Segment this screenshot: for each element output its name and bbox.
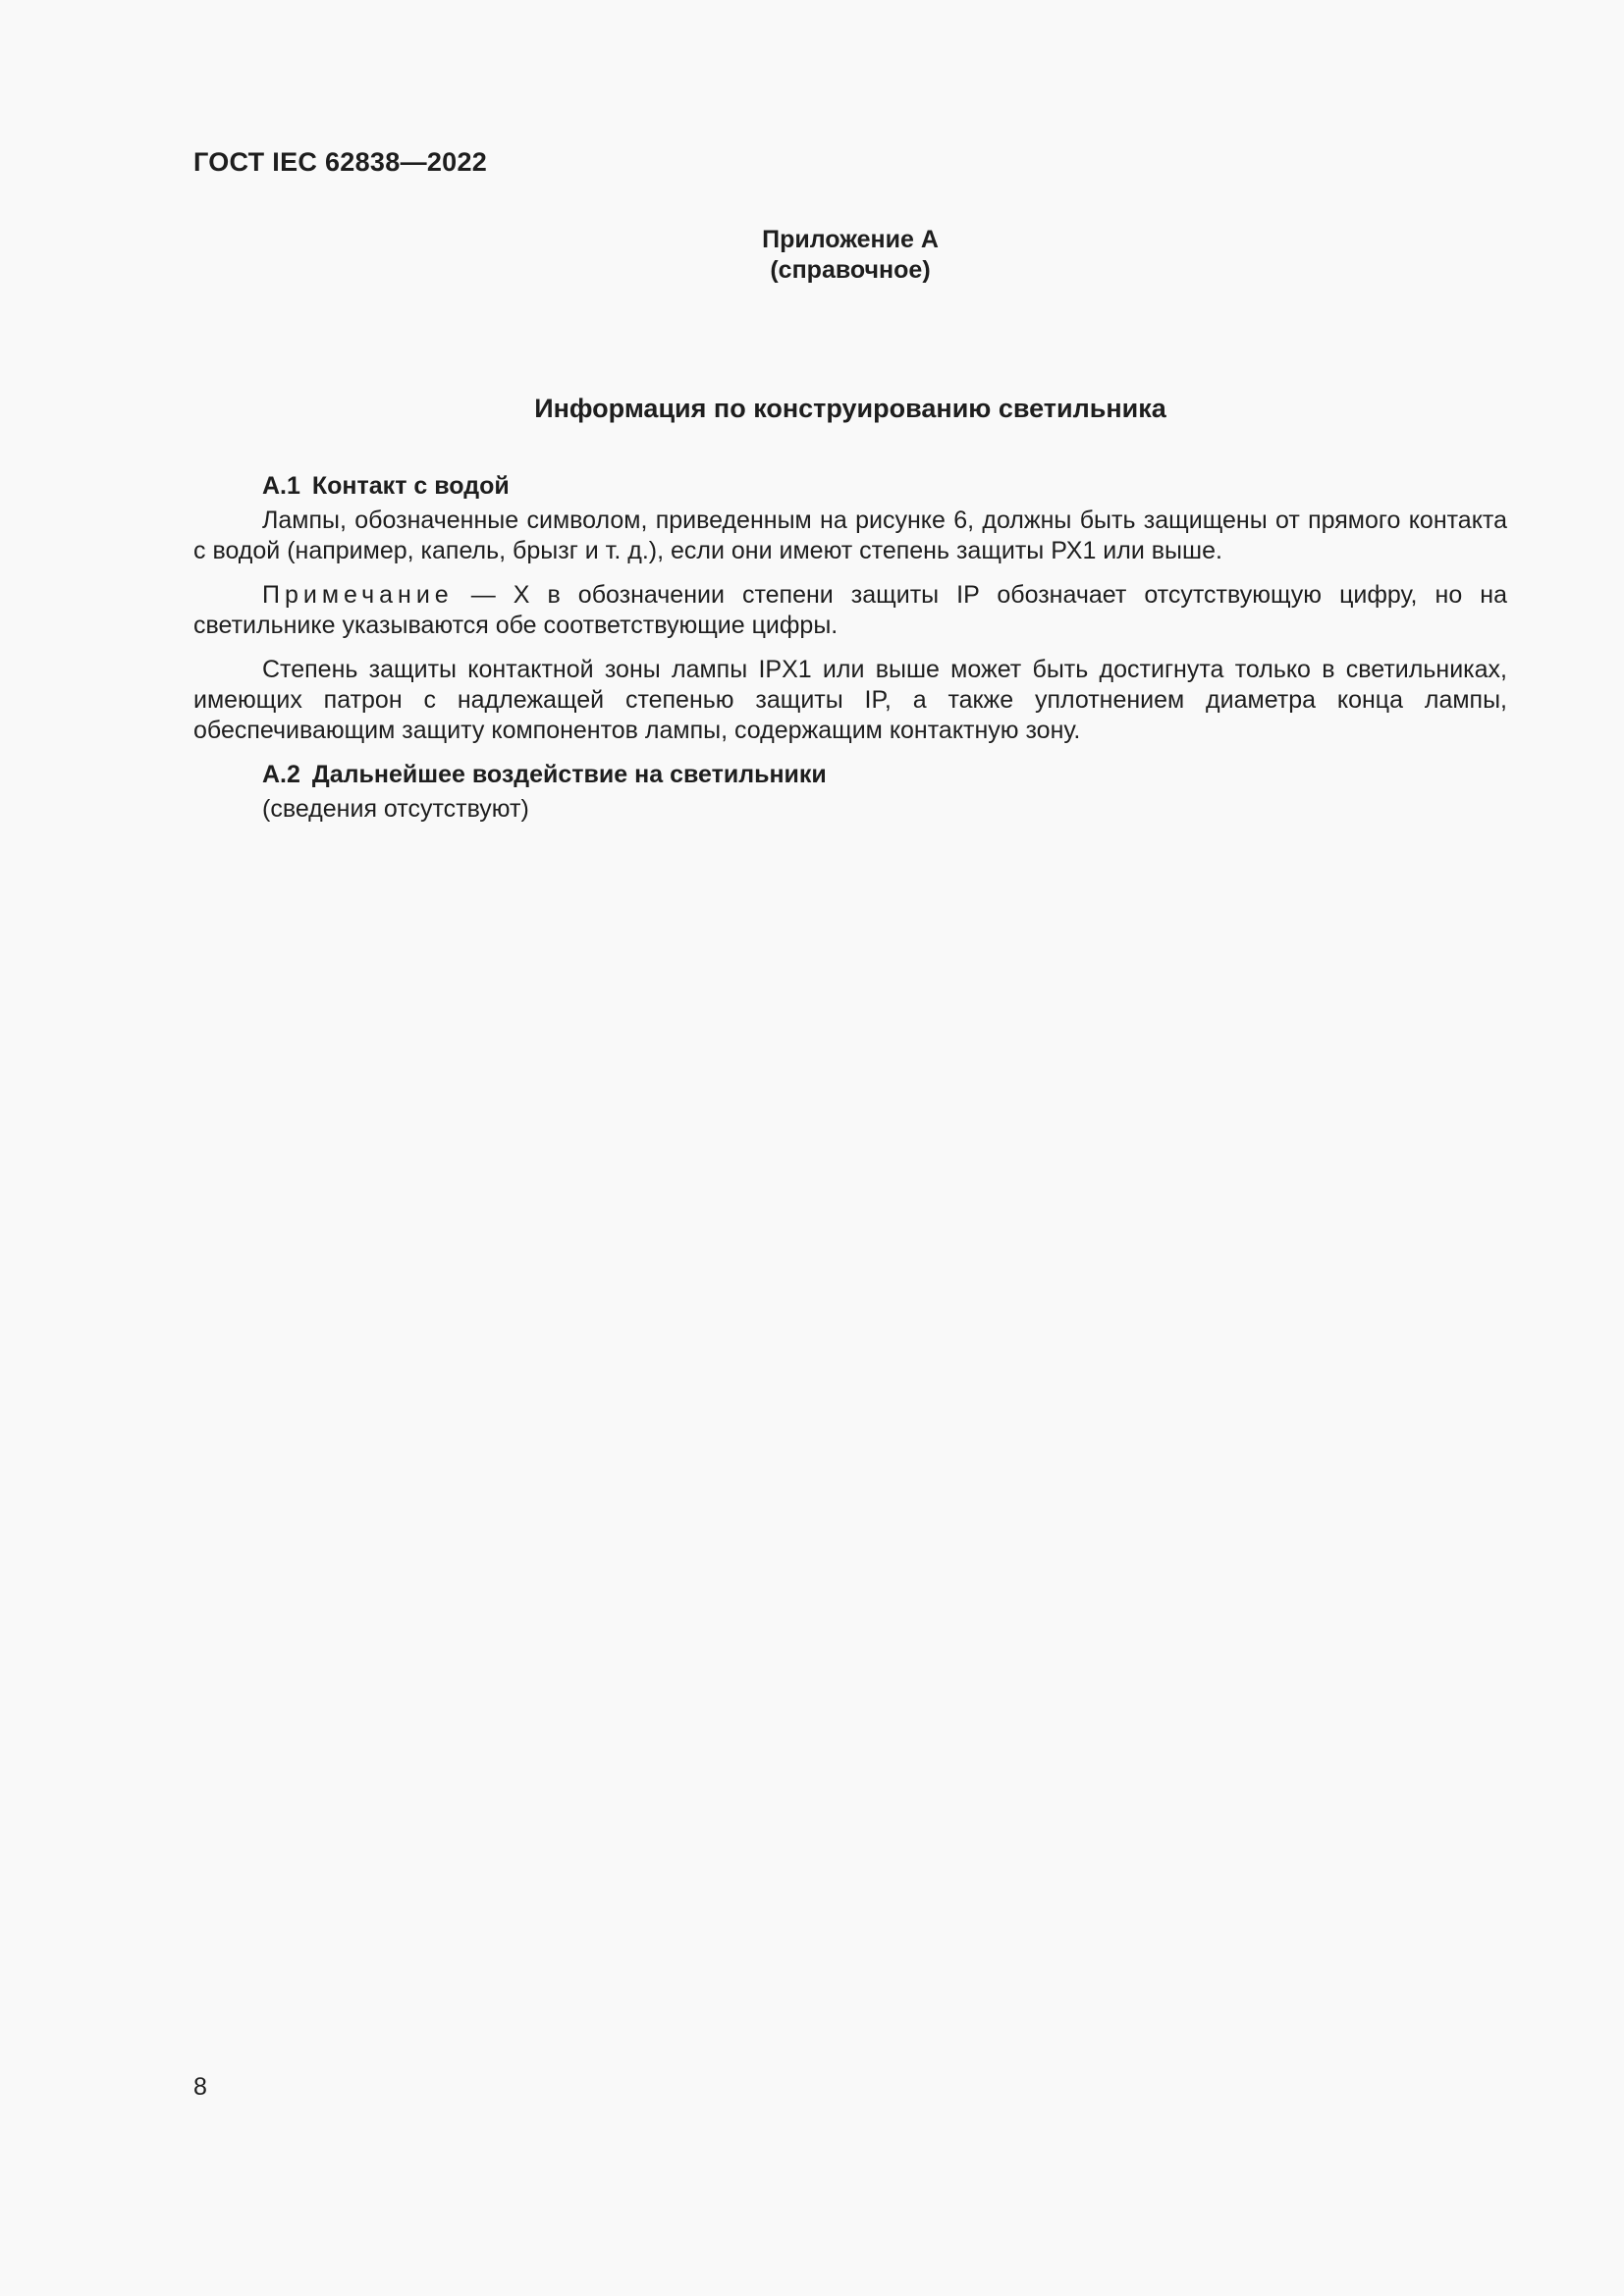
paragraph-protection-degree: Степень защиты контактной зоны лампы IPX1 или выше может быть достигнута только в светильниках, имеющих патрон с надлежащей степенью защиты IP, а также уплотнением диаметра конца лампы, обеспечивающим защиту компонентов лампы, содержащим контактную зону. <box>193 656 1507 744</box>
note-label: Примечание <box>262 581 454 609</box>
document-code-header: ГОСТ IEC 62838—2022 <box>193 147 488 177</box>
section-number: А.1 <box>262 472 300 500</box>
section-title: Контакт с водой <box>311 472 510 500</box>
note-text: — Х в обозначении степени защиты IP обозначает отсутствующую цифру, но на светильнике указываются обе соответствующие цифры. <box>193 581 1507 639</box>
section-number: А.2 <box>262 761 300 788</box>
section-heading-a1 <box>193 471 1507 502</box>
annex-heading <box>687 225 1013 286</box>
annex-content <box>193 471 1507 825</box>
paragraph-no-information: (сведения отсутствуют) <box>262 795 529 823</box>
section-title: Дальнейшее воздействие на светильники <box>311 761 827 788</box>
annex-title: Информация по конструированию светильника <box>534 394 1166 423</box>
annex-label: Приложение А <box>762 226 939 253</box>
annex-status: (справочное) <box>770 256 931 284</box>
page-number: 8 <box>193 2073 207 2101</box>
section-heading-a2 <box>193 760 1507 790</box>
note-paragraph <box>193 580 1507 641</box>
paragraph-water-contact: Лампы, обозначенные символом, приведенным на рисунке 6, должны быть защищены от прямого контакта с водой (например, капель, брызг и т. д.), если они имеют степень защиты РХ1 или выше. <box>193 507 1507 564</box>
